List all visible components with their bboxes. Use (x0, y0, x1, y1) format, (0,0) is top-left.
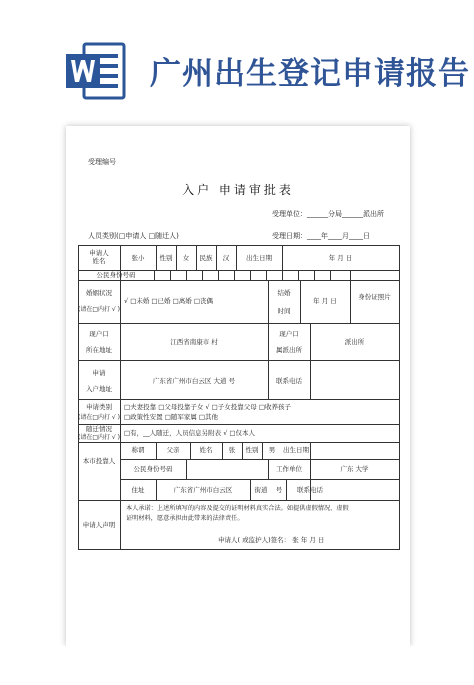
banner-title: 广州出生登记申请报告 (150, 56, 470, 92)
name-value: 张小 (131, 254, 145, 262)
host-contact-label: 联系电话 (297, 486, 323, 494)
host-street: 街道 (254, 486, 268, 494)
form-page (66, 126, 410, 646)
unit-line: 受理单位：______分局______派出所 (272, 210, 384, 218)
host-birth-label: 出生日期 (283, 446, 309, 454)
bottom-strip (0, 646, 474, 669)
current-addr-value: 江西省南康市 村 (170, 338, 218, 346)
host-name-value: 张 (228, 446, 236, 454)
type-options-1: □夫妻投靠 □父母投靠子女 √ □子女投靠父母 □收养孩子 (124, 403, 291, 411)
host-addr-label: 住址 (131, 486, 145, 494)
follow-options: □有，__人随迁，人员信息另附表 √ □仅本人 (124, 429, 256, 437)
statement-text-1: 本人承诺：上述所填写的内容及提交的证明材料真实合法。如提供虚假情况、虚假 (126, 505, 349, 512)
host-number: 号 (275, 486, 283, 494)
serial-label: 受理编号 (88, 158, 116, 166)
current-station-label: 现户口 (279, 330, 299, 338)
name-label: 申请人 姓名 (89, 249, 109, 265)
marital-sub: (请在□内打 √ ) (78, 306, 120, 313)
date-line: 受理日期：____年____月____日 (272, 232, 370, 240)
host-name-label: 姓名 (199, 446, 213, 454)
application-table (78, 245, 399, 685)
follow-sub: (请在□内打 √ ) (78, 434, 120, 441)
host-title-label: 称谓 (131, 446, 145, 454)
birth-value: 年 月 日 (328, 254, 353, 262)
apply-addr-value: 广东省广州市白云区 大道 号 (152, 377, 236, 385)
current-addr-label: 现户口 (89, 330, 109, 338)
statement-text-2: 证明材料，愿意承担由此带来的法律责任。 (126, 515, 244, 522)
statement-label: 申请人声明 (82, 521, 116, 529)
gender-label: 性别 (159, 254, 173, 262)
host-gender-label: 性别 (245, 446, 259, 454)
signature-line: 申请人( 或监护人)签名： 张 年 月 日 (218, 536, 325, 544)
follow-label: 随迁情况 (86, 425, 112, 433)
married-label: 结婚 (277, 289, 291, 297)
host-work-value: 广东 大学 (340, 465, 369, 473)
current-station-value: 派出所 (344, 338, 365, 346)
gender-value: 女 (182, 254, 190, 262)
host-id-label: 公民身份号码 (133, 465, 173, 473)
host-work-label: 工作单位 (276, 465, 302, 473)
type-sub: (请在□内打 √ ) (78, 414, 120, 421)
current-station-sub: 属派出所 (276, 346, 302, 354)
word-doc-icon (64, 40, 128, 102)
ethnic-value: 汉 (222, 254, 230, 262)
current-addr-sub: 所在地址 (86, 346, 112, 354)
host-addr-value: 广东省广州市白云区 (173, 486, 233, 494)
category-line: 人员类别(□申请人 □随迁人) (88, 232, 179, 240)
photo-label: 身份证照片 (358, 293, 391, 301)
married-time: 时间 (277, 307, 291, 315)
type-options-2: □政策性安置 □随军家属 □其他 (124, 413, 219, 421)
host-group-label: 本市投靠人 (82, 457, 116, 465)
apply-addr-label: 申请 (92, 369, 106, 377)
apply-addr-sub: 入户地址 (86, 385, 112, 393)
birth-label: 出生日期 (246, 254, 272, 262)
form-title: 入户 申请审批表 (182, 183, 294, 197)
married-value: 年 月 日 (313, 297, 337, 305)
marital-label: 婚姻状况 (86, 289, 112, 297)
banner (0, 0, 474, 122)
host-gender-value: 男 (268, 446, 276, 454)
id-label: 公民身份号码 (96, 271, 136, 279)
ethnic-label: 民族 (199, 254, 213, 262)
contact-label: 联系电话 (276, 377, 302, 385)
type-label: 申请类别 (86, 403, 112, 411)
marital-options: √ □未婚 □已婚 □离婚 □丧偶 (124, 297, 213, 305)
host-title-value: 父亲 (166, 446, 180, 454)
